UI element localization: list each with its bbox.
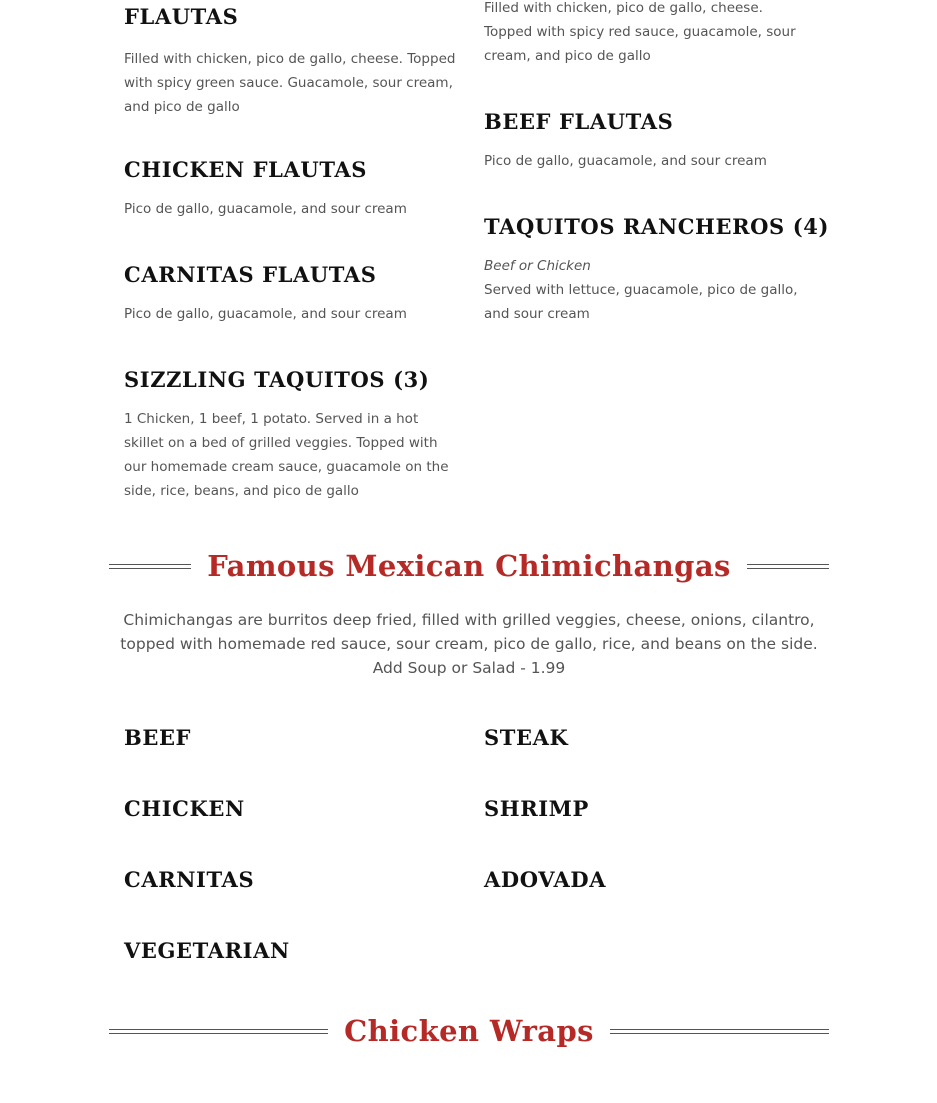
item-title: CHICKEN FLAUTAS <box>124 157 368 182</box>
menu-item-taquitos-rancheros <box>484 213 830 326</box>
section-intro: Chimichangas are burritos deep fried, filled with grilled veggies, cheese, onions, cilantro, topped with homemade red sauce, sour cream, pico de gallo, rice, and beans on the side. Add Soup or Salad - 1.99 <box>120 611 818 677</box>
item-description: 1 Chicken, 1 beef, 1 potato. Served in a hot skillet on a bed of grilled veggies. Topped with our homemade cream sauce, guacamole on the side, rice, beans, and pico de gallo <box>124 411 449 499</box>
chimichanga-item-vegetarian <box>124 937 459 965</box>
menu-item-beef-flautas <box>484 108 804 173</box>
item-description: Filled with chicken, pico de gallo, cheese. Topped with spicy green sauce. Guacamole, sour cream, and pico de gallo <box>124 51 456 115</box>
menu-item-chicken-flautas <box>124 156 459 221</box>
menu-item-flautas-continued <box>484 0 804 68</box>
divider-rule-right <box>610 1029 829 1034</box>
divider-rule-right <box>747 564 829 569</box>
item-title: TAQUITOS RANCHEROS (4) <box>484 214 830 239</box>
section-title: Chicken Wraps <box>344 1014 594 1048</box>
section-title: Famous Mexican Chimichangas <box>207 549 731 583</box>
item-description: Pico de gallo, guacamole, and sour cream <box>124 306 407 322</box>
chimichanga-item-shrimp <box>484 795 804 823</box>
item-title: ADOVADA <box>484 867 607 892</box>
item-title: BEEF FLAUTAS <box>484 109 674 134</box>
item-title: FLAUTAS <box>124 4 239 29</box>
section-header-chimichangas <box>109 546 829 586</box>
item-description: Pico de gallo, guacamole, and sour cream <box>124 201 407 217</box>
menu-item-flautas <box>124 3 459 119</box>
chimichanga-item-steak <box>484 724 804 752</box>
item-title: CARNITAS <box>124 867 255 892</box>
item-title: BEEF <box>124 725 192 750</box>
item-options: Beef or Chicken <box>484 258 591 274</box>
item-title: CHICKEN <box>124 796 245 821</box>
chimichanga-item-beef <box>124 724 459 752</box>
item-description: Pico de gallo, guacamole, and sour cream <box>484 153 767 169</box>
divider-rule-left <box>109 1029 328 1034</box>
item-title: STEAK <box>484 725 569 750</box>
menu-item-sizzling-taquitos <box>124 366 459 503</box>
item-title: SIZZLING TAQUITOS (3) <box>124 367 430 392</box>
item-title: VEGETARIAN <box>124 938 290 963</box>
chimichanga-item-chicken <box>124 795 459 823</box>
item-description: Filled with chicken, pico de gallo, cheese. Topped with spicy red sauce, guacamole, sour cream, and pico de gallo <box>484 0 796 64</box>
item-description: Served with lettuce, guacamole, pico de gallo, and sour cream <box>484 282 798 322</box>
item-title: SHRIMP <box>484 796 589 821</box>
chimichanga-item-carnitas <box>124 866 459 894</box>
divider-rule-left <box>109 564 191 569</box>
section-header-chicken-wraps <box>109 1011 829 1051</box>
menu-item-carnitas-flautas <box>124 261 459 326</box>
item-title: CARNITAS FLAUTAS <box>124 262 377 287</box>
chimichanga-item-adovada <box>484 866 804 894</box>
